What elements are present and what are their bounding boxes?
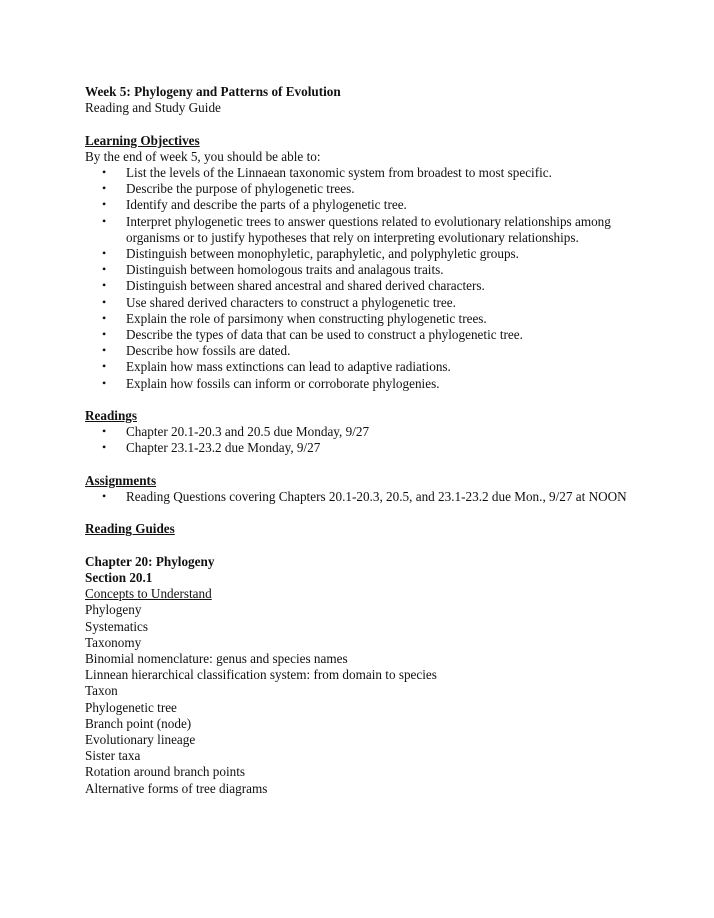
list-item-text: Distinguish between homologous traits and analagous traits. — [126, 262, 444, 278]
concept-item: Binomial nomenclature: genus and species names — [85, 651, 348, 667]
learning-objectives-list — [85, 165, 645, 392]
bullet-icon: • — [102, 489, 107, 504]
list-item-text: Distinguish between monophyletic, paraphyletic, and polyphyletic groups. — [126, 246, 519, 262]
list-item-text: Interpret phylogenetic trees to answer questions related to evolutionary relationships among organisms or to justify hypotheses that rely on interpreting evolutionary relationships. — [126, 213, 611, 245]
list-item — [85, 327, 645, 343]
bullet-icon: • — [102, 343, 107, 358]
spacer — [85, 457, 645, 473]
list-item-text: Chapter 23.1-23.2 due Monday, 9/27 — [126, 440, 321, 456]
list-item-text: Use shared derived characters to construct a phylogenetic tree. — [126, 294, 456, 310]
list-item-text: Explain how fossils can inform or corroborate phylogenies. — [126, 375, 440, 391]
concept-item: Evolutionary lineage — [85, 732, 196, 748]
bullet-icon: • — [102, 278, 107, 293]
list-item — [85, 489, 645, 505]
concept-item: Phylogeny — [85, 602, 142, 618]
list-item-text: Explain the role of parsimony when constructing phylogenetic trees. — [126, 310, 487, 326]
bullet-icon: • — [102, 424, 107, 439]
assignments-list — [85, 489, 645, 505]
reading-guides-heading: Reading Guides — [85, 521, 175, 537]
section-heading: Section 20.1 — [85, 570, 153, 586]
learning-objectives-intro: By the end of week 5, you should be able to: — [85, 148, 321, 164]
spacer — [85, 392, 645, 408]
list-item — [85, 197, 645, 213]
list-item-text: Describe how fossils are dated. — [126, 343, 291, 359]
concept-item: Systematics — [85, 618, 149, 634]
document-body — [85, 84, 645, 797]
list-item — [85, 359, 645, 375]
document-subtitle: Reading and Study Guide — [85, 100, 221, 116]
bullet-icon: • — [102, 246, 107, 261]
concept-item: Taxonomy — [85, 634, 142, 650]
list-item-text: Reading Questions covering Chapters 20.1-20.3, 20.5, and 23.1-23.2 due Mon., 9/27 at NOON — [126, 489, 627, 505]
concepts-heading: Concepts to Understand — [85, 586, 212, 602]
list-item — [85, 343, 645, 359]
list-item-text: List the levels of the Linnaean taxonomic system from broadest to most specific. — [126, 165, 552, 180]
list-item — [85, 246, 645, 262]
list-item — [85, 440, 645, 456]
list-item — [85, 376, 645, 392]
list-item-text: Describe the types of data that can be used to construct a phylogenetic tree. — [126, 327, 523, 343]
concept-item: Taxon — [85, 683, 118, 699]
spacer — [85, 116, 645, 132]
list-item — [85, 181, 645, 197]
list-item-text: Describe the purpose of phylogenetic trees. — [126, 181, 355, 197]
concept-item: Branch point (node) — [85, 715, 192, 731]
list-item-text: Explain how mass extinctions can lead to adaptive radiations. — [126, 359, 451, 375]
bullet-icon: • — [102, 310, 107, 325]
chapter-heading: Chapter 20: Phylogeny — [85, 553, 215, 569]
concept-item: Phylogenetic tree — [85, 699, 177, 715]
readings-heading: Readings — [85, 408, 138, 424]
list-item-text: Distinguish between shared ancestral and shared derived characters. — [126, 278, 485, 294]
assignments-heading: Assignments — [85, 472, 157, 488]
readings-list — [85, 424, 645, 456]
document-title: Week 5: Phylogeny and Patterns of Evolution — [85, 84, 341, 99]
bullet-icon: • — [102, 294, 107, 309]
list-item — [85, 424, 645, 440]
list-item — [85, 165, 645, 181]
list-item — [85, 311, 645, 327]
bullet-icon: • — [102, 375, 107, 390]
concept-item: Sister taxa — [85, 748, 141, 764]
bullet-icon: • — [102, 359, 107, 374]
bullet-icon: • — [102, 262, 107, 277]
list-item — [85, 295, 645, 311]
bullet-icon: • — [102, 197, 107, 212]
learning-objectives-heading: Learning Objectives — [85, 132, 200, 148]
concept-item: Rotation around branch points — [85, 764, 246, 780]
spacer — [85, 538, 645, 554]
spacer — [85, 505, 645, 521]
list-item — [85, 214, 645, 246]
list-item — [85, 262, 645, 278]
concept-item: Alternative forms of tree diagrams — [85, 780, 268, 796]
concept-item: Linnean hierarchical classification system: from domain to species — [85, 667, 437, 683]
list-item-text: Chapter 20.1-20.3 and 20.5 due Monday, 9/27 — [126, 424, 370, 440]
bullet-icon: • — [102, 440, 107, 455]
bullet-icon: • — [102, 181, 107, 196]
bullet-icon: • — [102, 213, 107, 228]
bullet-icon: • — [102, 165, 107, 179]
list-item — [85, 278, 645, 294]
bullet-icon: • — [102, 327, 107, 342]
list-item-text: Identify and describe the parts of a phylogenetic tree. — [126, 197, 407, 213]
